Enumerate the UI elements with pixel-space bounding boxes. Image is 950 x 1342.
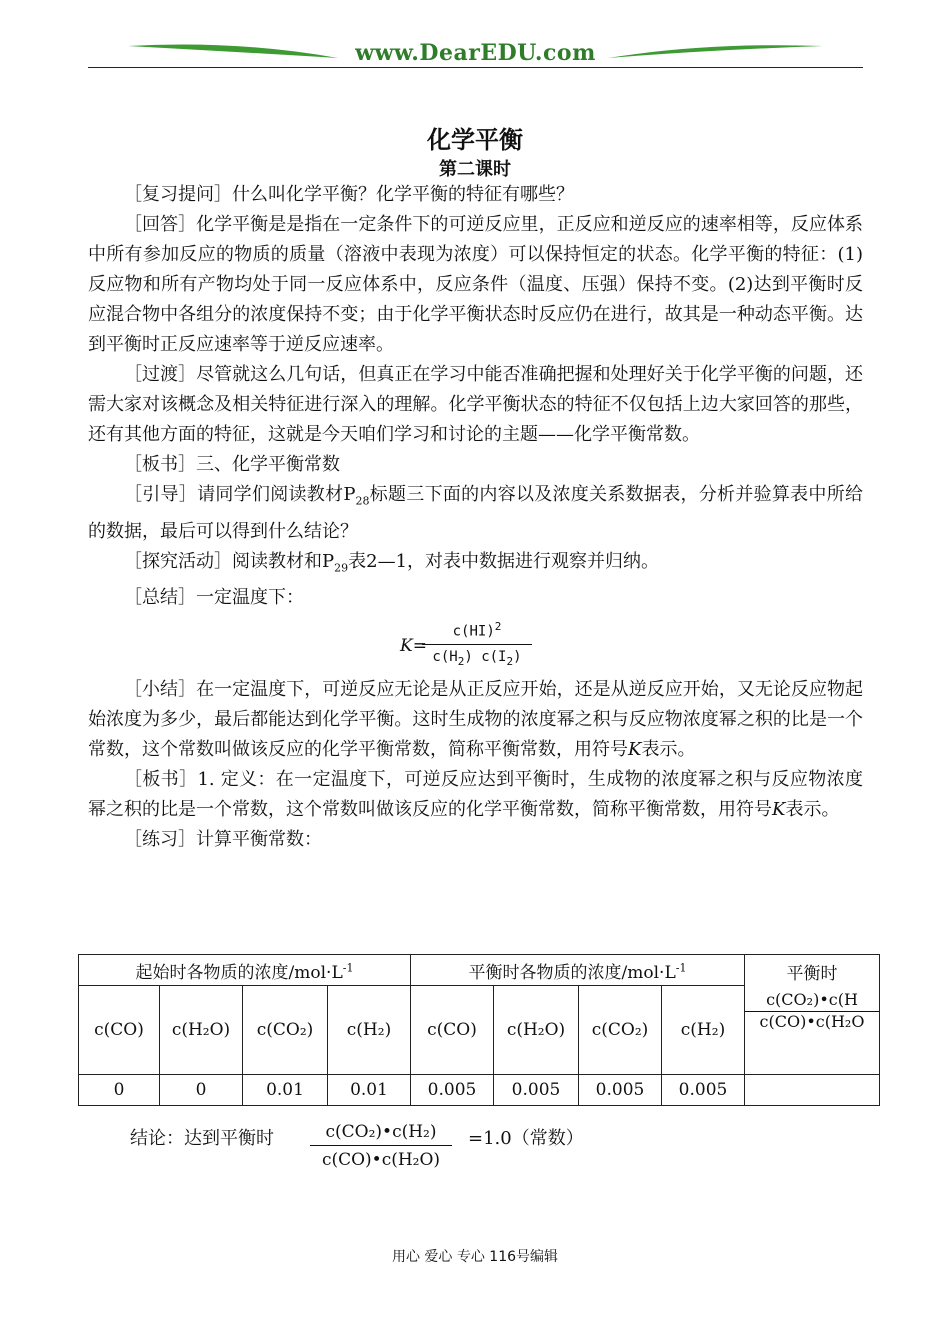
col-header: c(H₂) <box>328 986 411 1075</box>
col-header: c(CO₂) <box>243 986 328 1075</box>
paragraph-definition: ［板书］1. 定义：在一定温度下，可逆反应达到平衡时，生成物的浓度幂之积与反应物浓度幂之积的比是一个常数，这个常数叫做该反应的化学平衡常数，简称平衡常数，用符号K表示。 <box>88 769 863 821</box>
document-body <box>88 180 863 855</box>
page-header <box>88 38 863 68</box>
table-header-row <box>79 955 880 986</box>
formula-denominator: $c(H_2)$ $c(I_2)$ <box>432 648 522 668</box>
paragraph-summary: ［总结］一定温度下： <box>124 587 304 609</box>
conclusion <box>130 1122 730 1182</box>
paragraph-exercise: ［练习］计算平衡常数： <box>124 829 322 851</box>
header-equilibrium: 平衡时各物质的浓度$/mol\cdot L^{-1}$ <box>411 955 745 986</box>
col-header: c(CO) <box>411 986 494 1075</box>
table-cell: 0.005 <box>579 1075 662 1106</box>
formula-fraction <box>422 615 532 673</box>
equilibrium-constant-formula <box>88 615 863 675</box>
ratio-numerator: c(CO₂)•c(H <box>745 988 879 1012</box>
paragraph-guide: ［引导］请同学们阅读教材$P_{28}$标题三下面的内容以及浓度关系数据表，分析并验算表中所给的数据，最后可以得到什么结论？ <box>88 484 863 542</box>
paragraph-board-heading: ［板书］三、化学平衡常数 <box>124 454 340 475</box>
site-logo-text: www.DearEDU.com <box>355 40 596 66</box>
paragraph-review-question: ［复习提问］什么叫化学平衡？化学平衡的特征有哪些？ <box>124 184 574 205</box>
table-cell: 0.01 <box>243 1075 328 1106</box>
header-ratio-fraction <box>745 988 879 1031</box>
col-header: c(H₂) <box>662 986 745 1075</box>
table-cell: 0.005 <box>494 1075 579 1106</box>
concentration-table <box>78 954 880 1106</box>
table-cell: 0 <box>79 1075 160 1106</box>
conclusion-label: 结论：达到平衡时 <box>130 1128 274 1149</box>
paragraph-transition: ［过渡］尽管就这么几句话，但真正在学习中能否准确把握和处理好关于化学平衡的问题，还需大家对该概念及相关特征进行深入的理解。化学平衡状态的特征不仅包括上边大家回答的那些，还有其他方面的特征，这就是今天咱们学习和讨论的主题——化学平衡常数。 <box>88 364 863 445</box>
formula-k: K= <box>400 636 427 657</box>
page-title: 化学平衡 <box>427 126 523 154</box>
ratio-denominator: c(CO)•c(H₂O <box>759 1012 865 1031</box>
paragraph-answer: ［回答］化学平衡是是指在一定条件下的可逆反应里，正反应和逆反应的速率相等，反应体系中所有参加反应的物质的质量（溶液中表现为浓度）可以保持恒定的状态。化学平衡的特征：(1)反应物和所有产物均处于同一反应体系中，反应条件（温度、压强）保持不变。(2)达到平衡时反应混合物中各组分的浓度保持不变；由于化学平衡状态时反应仍在进行，故其是一种动态平衡。达到平衡时正反应速率等于逆反应速率。 <box>88 214 863 355</box>
table-cell: 0.01 <box>328 1075 411 1106</box>
table-cell: 0.005 <box>411 1075 494 1106</box>
page-footer: 用心 爱心 专心 116号编辑 <box>391 1249 559 1265</box>
table-cell: 0 <box>160 1075 243 1106</box>
col-header: c(CO) <box>79 986 160 1075</box>
conclusion-value: =1.0（常数） <box>468 1128 584 1149</box>
col-header: c(H₂O) <box>494 986 579 1075</box>
col-header: c(CO₂) <box>579 986 662 1075</box>
table-cell <box>745 1075 880 1106</box>
conclusion-numerator: c(CO₂)•c(H₂) <box>310 1122 452 1146</box>
conclusion-denominator: c(CO)•c(H₂O) <box>321 1150 441 1170</box>
header-initial: 起始时各物质的浓度$/mol\cdot L^{-1}$ <box>79 955 411 986</box>
page-subtitle: 第二课时 <box>439 159 511 180</box>
header-rule <box>88 67 863 68</box>
table-cell: 0.005 <box>662 1075 745 1106</box>
paragraph-inquiry: ［探究活动］阅读教材和$P_{29}$表2—1，对表中数据进行观察并归纳。 <box>124 550 660 575</box>
paragraph-brief: ［小结］在一定温度下，可逆反应无论是从正反应开始，还是从逆反应开始，又无论反应物起始浓度为多少，最后都能达到化学平衡。这时生成物的浓度幂之积与反应物浓度幂之积的比是一个常数，这个常数叫做该反应的化学平衡常数，简称平衡常数，用符号K表示。 <box>88 679 863 761</box>
col-header: c(H₂O) <box>160 986 243 1075</box>
table-row <box>79 1075 880 1106</box>
header-ratio-label: 平衡时 <box>786 964 838 984</box>
header-ratio <box>745 955 880 1075</box>
formula-numerator: c(HI)$^2$ <box>422 615 532 645</box>
conclusion-fraction <box>310 1122 452 1170</box>
